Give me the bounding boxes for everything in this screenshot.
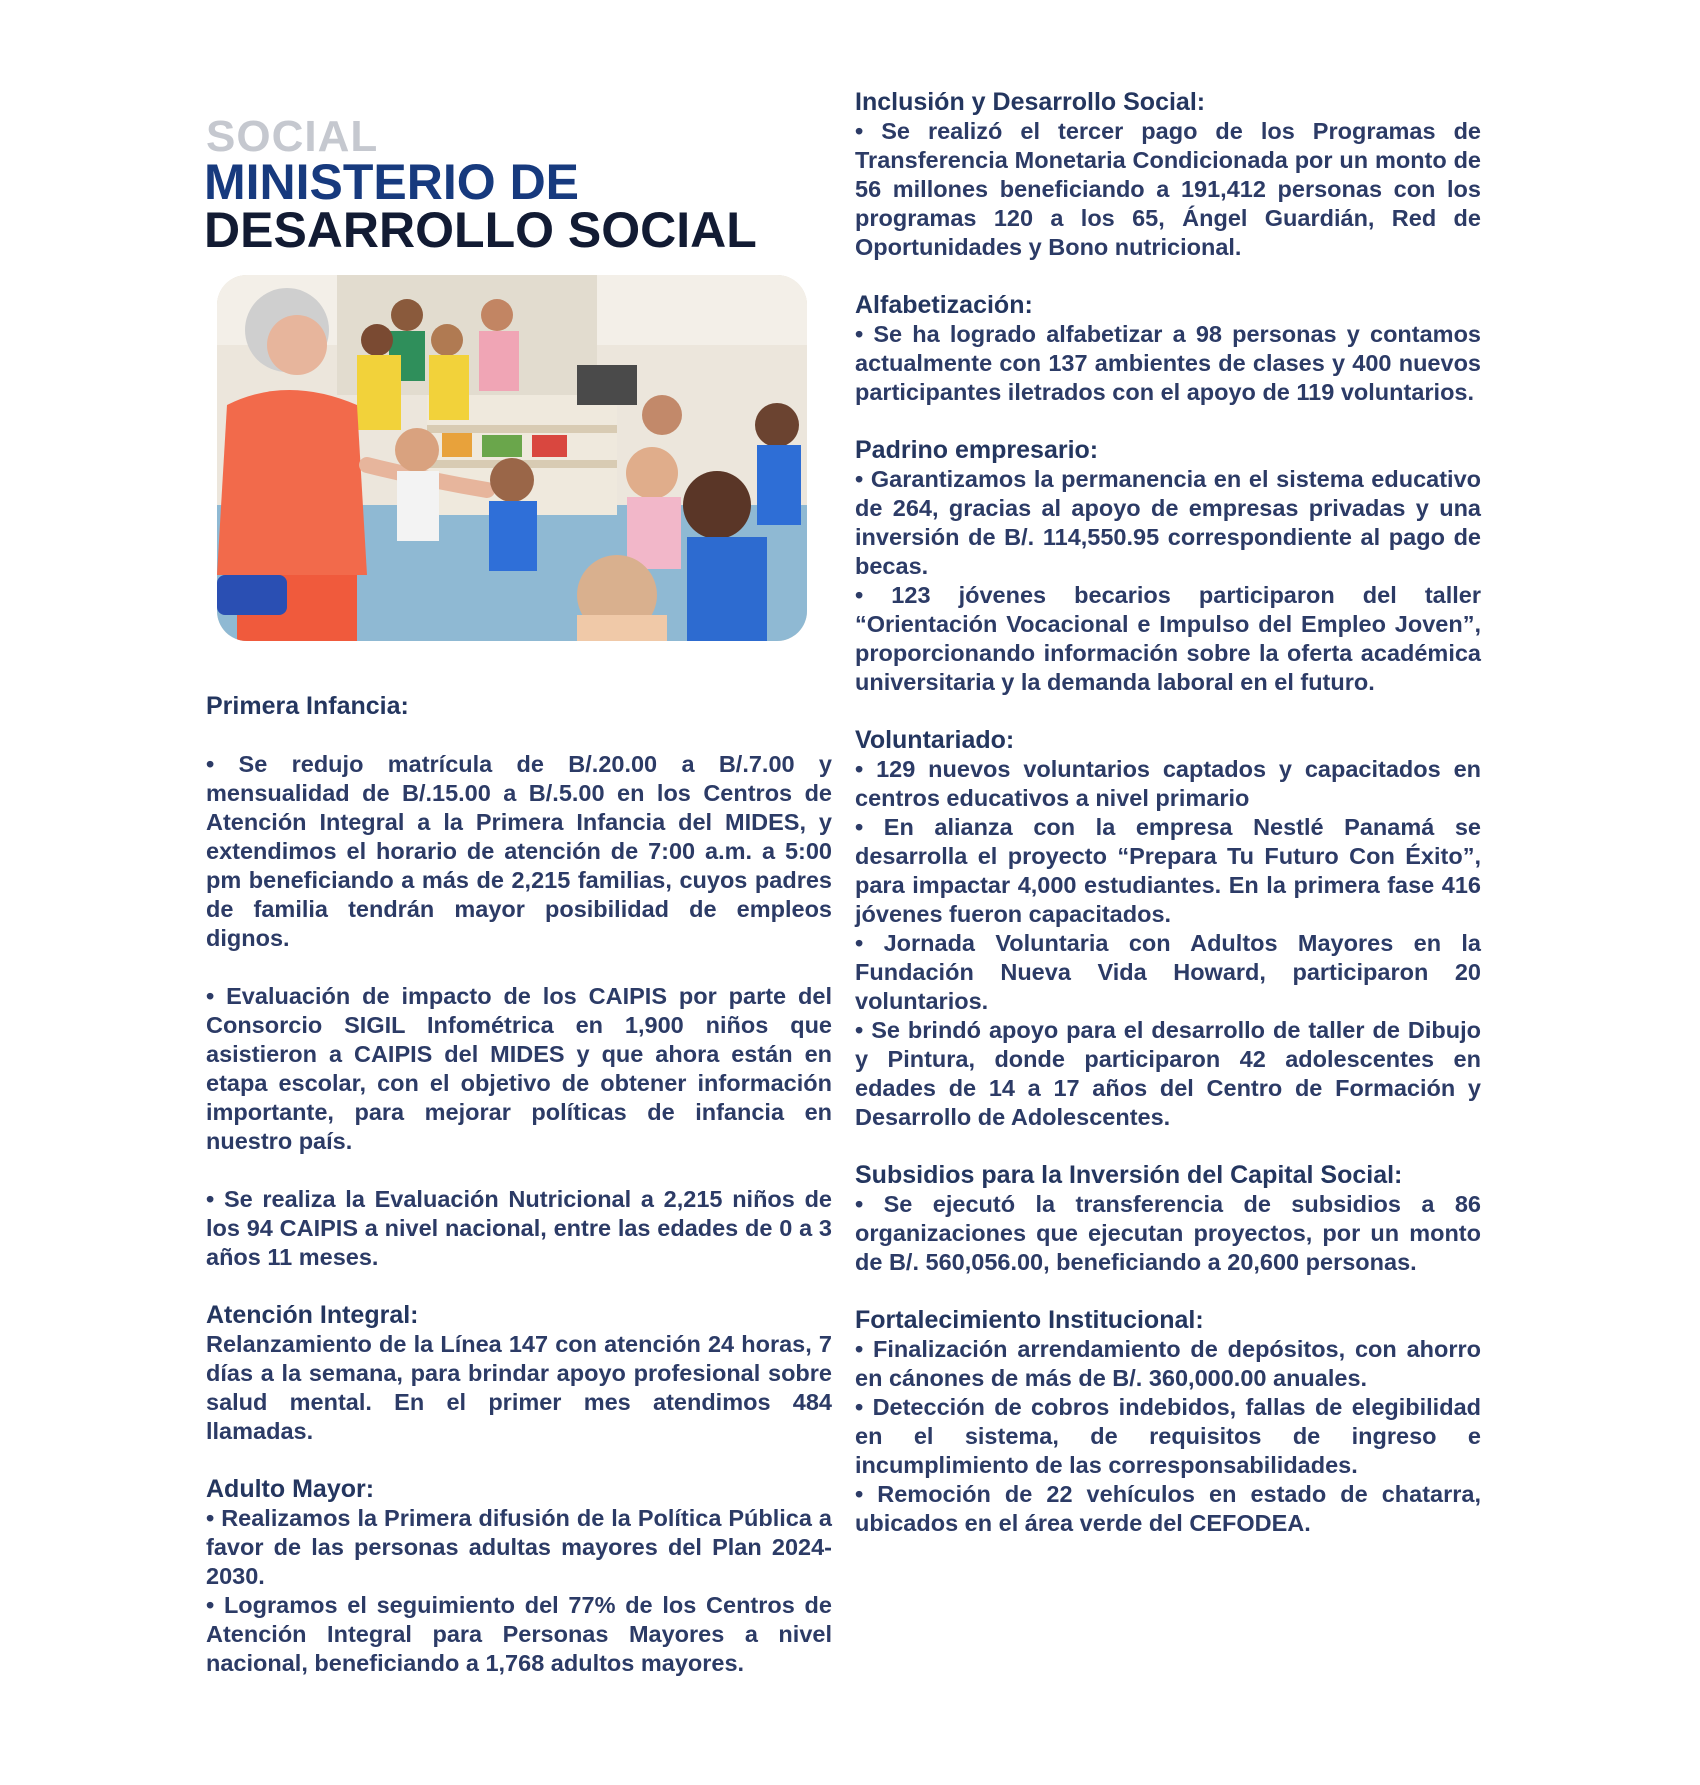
- section-fortalecimiento: [855, 1306, 1481, 1538]
- section-kicker: SOCIAL: [206, 112, 379, 161]
- section-heading: Fortalecimiento Institucional:: [855, 1306, 1204, 1334]
- right-column: [855, 88, 1481, 1567]
- title-line-2: DESARROLLO SOCIAL: [204, 202, 757, 258]
- paragraph: Relanzamiento de la Línea 147 con atención 24 horas, 7 días a la semana, para brindar apoyo profesional sobre salud mental. En el primer mes atendimos 484 llamadas.: [206, 1331, 832, 1444]
- page-title: [204, 154, 757, 258]
- section-heading: Alfabetización:: [855, 291, 1033, 319]
- paragraph: • Garantizamos la permanencia en el sistema educativo de 264, gracias al apoyo de empresas privadas y una inversión de B/. 114,550.95 correspondiente al pago de becas.: [855, 466, 1481, 579]
- section-heading: Voluntariado:: [855, 726, 1015, 754]
- section-heading: Inclusión y Desarrollo Social:: [855, 88, 1206, 116]
- section-primera-infancia: [206, 692, 832, 1272]
- section-padrino-empresario: [855, 436, 1481, 697]
- paragraph: • 123 jóvenes becarios participaron del taller “Orientación Vocacional e Impulso del Empleo Joven”, proporcionando información sobre la oferta académica universitaria y la demanda laboral en el futuro.: [855, 582, 1481, 695]
- section-heading: Adulto Mayor:: [206, 1475, 375, 1503]
- classroom-photo: [217, 275, 807, 641]
- paragraph: • Se realiza la Evaluación Nutricional a 2,215 niños de los 94 CAIPIS a nivel nacional, entre las edades de 0 a 3 años 11 meses.: [206, 1186, 832, 1270]
- section-atencion-integral: [206, 1301, 832, 1446]
- left-column: [206, 692, 832, 1707]
- paragraph: • Finalización arrendamiento de depósitos, con ahorro en cánones de más de B/. 360,000.00 anuales.: [855, 1336, 1481, 1391]
- paragraph: • Se ejecutó la transferencia de subsidios a 86 organizaciones que ejecutan proyectos, por un monto de B/. 560,056.00, beneficiando a 20,600 personas.: [855, 1191, 1481, 1275]
- section-adulto-mayor: [206, 1475, 832, 1678]
- paragraph: • Se realizó el tercer pago de los Programas de Transferencia Monetaria Condicionada por un monto de 56 millones beneficiando a 191,412 personas con los programas 120 a los 65, Ángel Guardián, Red de Oportunidades y Bono nutricional.: [855, 118, 1481, 260]
- paragraph: • Remoción de 22 vehículos en estado de chatarra, ubicados en el área verde del CEFODEA.: [855, 1481, 1481, 1536]
- section-heading: Primera Infancia:: [206, 692, 409, 720]
- section-inclusion: [855, 88, 1481, 262]
- paragraph: • Realizamos la Primera difusión de la Política Pública a favor de las personas adultas mayores del Plan 2024-2030.: [206, 1505, 832, 1589]
- paragraph: • En alianza con la empresa Nestlé Panamá se desarrolla el proyecto “Prepara Tu Futuro Con Éxito”, para impactar 4,000 estudiantes. En la primera fase 416 jóvenes fueron capacitados.: [855, 814, 1481, 927]
- paragraph: • Logramos el seguimiento del 77% de los Centros de Atención Integral para Personas Mayores a nivel nacional, beneficiando a 1,768 adultos mayores.: [206, 1592, 832, 1676]
- section-subsidios: [855, 1161, 1481, 1277]
- paragraph: • Se ha logrado alfabetizar a 98 personas y contamos actualmente con 137 ambientes de clases y 400 nuevos participantes iletrados con el apoyo de 119 voluntarios.: [855, 321, 1481, 405]
- section-heading: Atención Integral:: [206, 1301, 419, 1329]
- paragraph: • Se brindó apoyo para el desarrollo de taller de Dibujo y Pintura, donde participaron 42 adolescentes en edades de 14 a 17 años del Centro de Formación y Desarrollo de Adolescentes.: [855, 1017, 1481, 1130]
- section-voluntariado: [855, 726, 1481, 1132]
- paragraph: • 129 nuevos voluntarios captados y capacitados en centros educativos a nivel primario: [855, 756, 1481, 811]
- section-heading: Subsidios para la Inversión del Capital Social:: [855, 1161, 1403, 1189]
- section-alfabetizacion: [855, 291, 1481, 407]
- paragraph: • Jornada Voluntaria con Adultos Mayores en la Fundación Nueva Vida Howard, participaron 20 voluntarios.: [855, 930, 1481, 1014]
- paragraph: • Evaluación de impacto de los CAIPIS por parte del Consorcio SIGIL Infométrica en 1,900 niños que asistieron a CAIPIS del MIDES y que ahora están en etapa escolar, con el objetivo de obtener información importante, para mejorar políticas de infancia en nuestro país.: [206, 983, 832, 1154]
- title-line-1: MINISTERIO DE: [204, 154, 580, 210]
- paragraph: • Se redujo matrícula de B/.20.00 a B/.7.00 y mensualidad de B/.15.00 a B/.5.00 en los Centros de Atención Integral a la Primera Infancia del MIDES, y extendimos el horario de atención de 7:00 a.m. a 5:00 pm beneficiando a más de 2,215 familias, cuyos padres de familia tendrán mayor posibilidad de empleos dignos.: [206, 751, 832, 951]
- paragraph: • Detección de cobros indebidos, fallas de elegibilidad en el sistema, de requisitos de ingreso e incumplimiento de las corresponsabilidades.: [855, 1394, 1481, 1478]
- section-heading: Padrino empresario:: [855, 436, 1099, 464]
